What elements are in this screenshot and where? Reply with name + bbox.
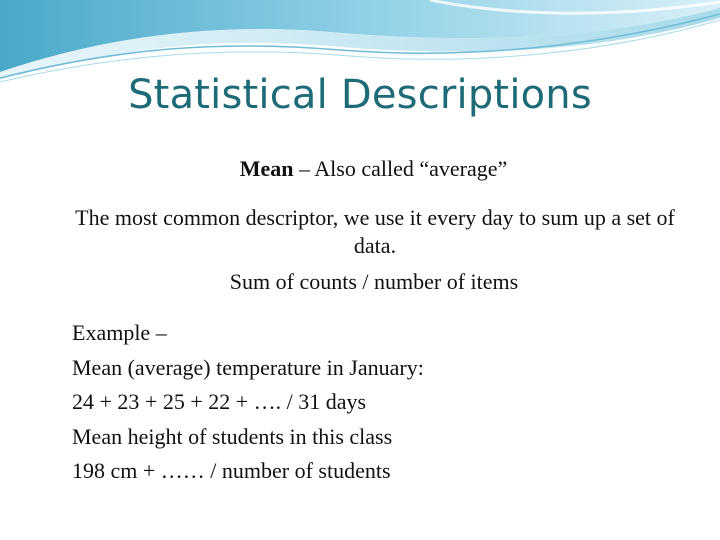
example-line: 24 + 23 + 25 + 22 + …. / 31 days xyxy=(72,389,367,414)
mean-description: The most common descriptor, we use it every day to sum up a set of data. xyxy=(75,205,675,258)
slide-title: Statistical Descriptions xyxy=(128,72,592,118)
example-line: 198 cm + …… / number of students xyxy=(72,458,391,483)
mean-term: Mean xyxy=(239,156,294,181)
example-line: Mean (average) temperature in January: xyxy=(72,354,424,380)
example-line: Mean height of students in this class xyxy=(72,423,393,449)
example-line: Example – xyxy=(72,320,167,345)
mean-formula-text: Sum of counts / number of items xyxy=(229,269,519,294)
example-block xyxy=(72,316,692,489)
mean-alias: – Also called “average” xyxy=(293,156,508,181)
mean-subheading xyxy=(0,156,720,182)
